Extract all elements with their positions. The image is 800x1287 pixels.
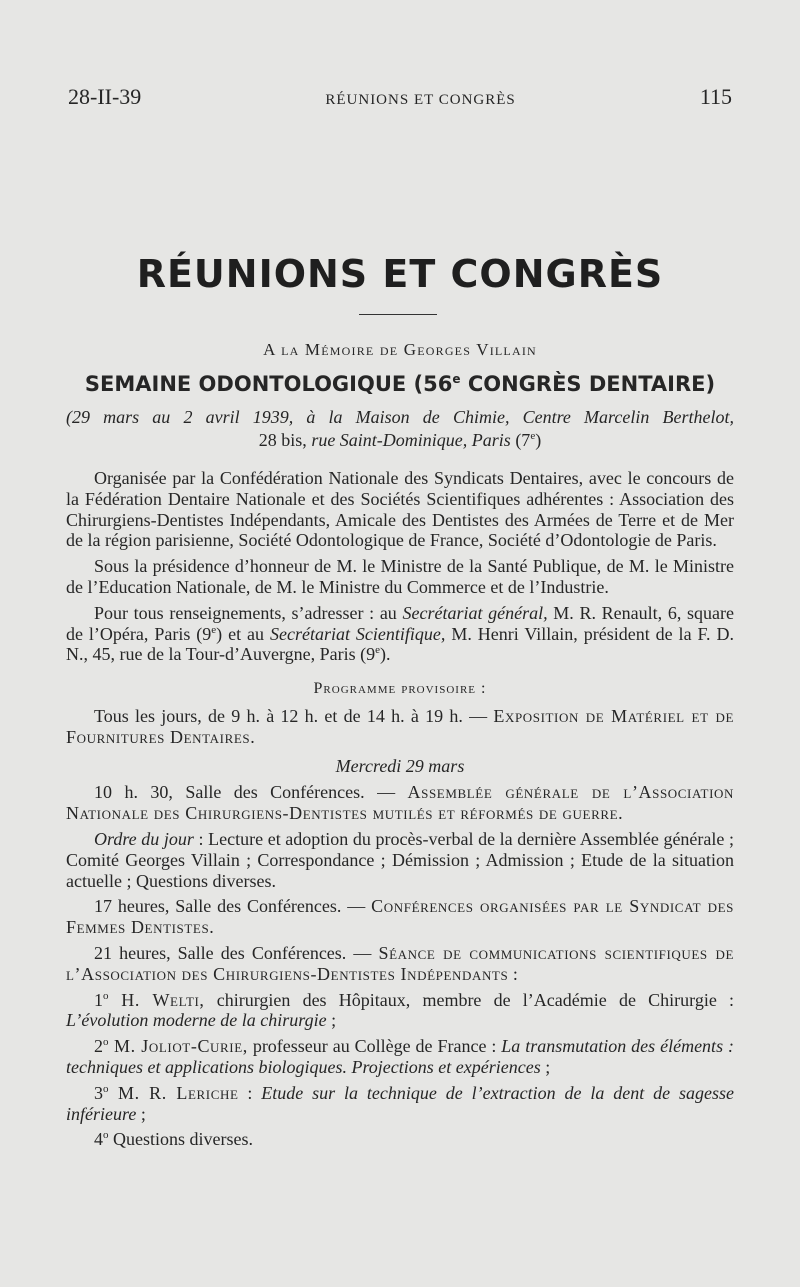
congress-subtitle — [66, 406, 734, 452]
day-heading: Mercredi 29 mars — [335, 755, 465, 776]
dedication: A la Mémoire de Georges Villain — [263, 340, 537, 359]
congress-title — [0, 372, 800, 396]
communication-4: 4$^o$ Questions diverses. — [94, 1129, 253, 1150]
subtitle-line-1: (29 mars au 2 avril 1939, à la Maison de Chimie, Centre Marcelin Berthelot, — [66, 407, 734, 427]
paragraph-renseignements: Pour tous renseignements, s’adresser : au Secrétariat général, M. R. Renault, 6, square de l’Opéra, Paris (9e) et au Secrétariat Scientifique, M. Henri Villain, président de la F. D. N., 45, rue de la Tour-d’Auvergne, Paris (9e). — [66, 602, 735, 665]
paragraph-presidence: Sous la présidence d’honneur de M. le Ministre de la Santé Publique, de M. le Ministre de l’Education Nationale, de M. le Ministre du Commerce et de l’Industrie. — [66, 556, 734, 597]
programme-item-conferences: 17 heures, Salle des Conférences. — Conférences organisées par le Syndicat des Femmes Dentistes. — [66, 896, 734, 938]
communication-3: 3$^o$ M. R. Leriche : Etude sur la technique de l’extraction de la dent de sagesse inférieure ; — [66, 1082, 734, 1124]
article-body — [66, 468, 734, 1155]
communication-1: 1$^o$ H. Welti, chirurgien des Hôpitaux, membre de l’Académie de Chirurgie : L’évolution moderne de la chirurgie ; — [66, 989, 735, 1031]
communication-2: 2$^o$ M. Joliot-Curie, professeur au Collège de France : La transmutation des éléments : techniques et applications biologiques. Projections et expériences ; — [66, 1036, 734, 1077]
page-number: 115 — [699, 84, 732, 109]
congress-title-text-end: CONGRÈS DENTAIRE) — [460, 372, 716, 396]
paragraph-organisation: Organisée par la Confédération Nationale des Syndicats Dentaires, avec le concours de la Fédération Dentaire Nationale et des Sociétés Scientifiques adhérentes : Association des Chirurgiens-Dentistes Indépendants, Amicale des Dentistes des Armées de Terre et de Mer de la région parisienne, Société Odontologique de France, Société d’Odontologie de Paris. — [66, 468, 734, 551]
programme-ordre-du-jour: Ordre du jour : Lecture et adoption du procès-verbal de la dernière Assemblée générale ; Comité Georges Villain ; Correspondance ; Démission ; Admission ; Etude de la situation actuelle ; Questions diverses. — [66, 828, 735, 891]
congress-title-sup: e — [452, 372, 461, 386]
subtitle-line-2: 28 bis, rue Saint-Dominique, Paris (7e) — [258, 430, 542, 450]
header-running-title: RÉUNIONS ET CONGRÈS — [325, 92, 516, 108]
congress-title-text: SEMAINE ODONTOLOGIQUE (56 — [84, 372, 453, 396]
programme-item-assemblee: 10 h. 30, Salle des Conférences. — Assemblée générale de l’Association Nationale des Chirurgiens-Dentistes mutilés et réformés de guerre. — [66, 782, 734, 824]
page-title: RÉUNIONS ET CONGRÈS — [136, 252, 664, 296]
title-divider — [359, 314, 437, 315]
programme-heading: Programme provisoire : — [313, 680, 487, 698]
running-header — [68, 84, 732, 110]
paragraph-horaires: Tous les jours, de 9 h. à 12 h. et de 14 h. à 19 h. — Exposition de Matériel et de Fournitures Dentaires. — [66, 705, 735, 747]
programme-item-seance: 21 heures, Salle des Conférences. — Séance de communications scientifiques de l’Association des Chirurgiens-Dentistes Indépendants : — [66, 942, 734, 984]
header-date: 28-II-39 — [68, 84, 142, 109]
